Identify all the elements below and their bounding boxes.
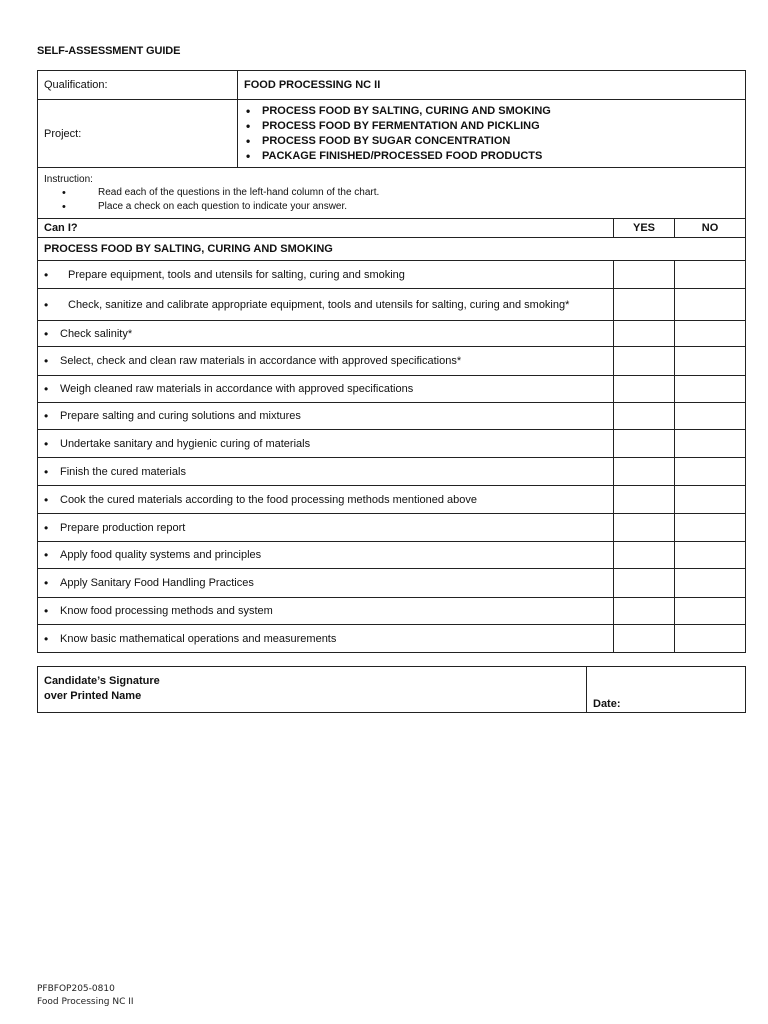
yes-check-cell[interactable] bbox=[614, 514, 675, 542]
date-label: Date: bbox=[593, 698, 621, 710]
yes-check-cell[interactable] bbox=[614, 403, 675, 430]
no-check-cell[interactable] bbox=[675, 598, 746, 625]
section-row bbox=[38, 238, 746, 261]
question-text: • Apply food quality systems and principles bbox=[44, 548, 607, 562]
self-assessment-table bbox=[37, 70, 746, 653]
question-row bbox=[38, 625, 746, 653]
yes-check-cell[interactable] bbox=[614, 486, 675, 514]
qualification-label: Qualification: bbox=[38, 71, 238, 100]
no-check-cell[interactable] bbox=[675, 458, 746, 486]
yes-check-cell[interactable] bbox=[614, 458, 675, 486]
signature-label-line2: over Printed Name bbox=[44, 690, 142, 702]
yes-check-cell[interactable] bbox=[614, 542, 675, 569]
question-text: • Prepare production report bbox=[44, 521, 607, 535]
no-check-cell[interactable] bbox=[675, 403, 746, 430]
question-text: • Undertake sanitary and hygienic curing of materials bbox=[44, 437, 607, 451]
no-check-cell[interactable] bbox=[675, 569, 746, 598]
question-row bbox=[38, 486, 746, 514]
question-row bbox=[38, 403, 746, 430]
yes-check-cell[interactable] bbox=[614, 261, 675, 289]
no-check-cell[interactable] bbox=[675, 376, 746, 403]
question-row bbox=[38, 321, 746, 347]
date-cell[interactable] bbox=[587, 667, 746, 713]
yes-check-cell[interactable] bbox=[614, 625, 675, 653]
question-row bbox=[38, 289, 746, 321]
question-row bbox=[38, 514, 746, 542]
question-text: • Prepare equipment, tools and utensils for salting, curing and smoking bbox=[44, 268, 607, 282]
no-check-cell[interactable] bbox=[675, 289, 746, 321]
no-check-cell[interactable] bbox=[675, 347, 746, 376]
no-check-cell[interactable] bbox=[675, 542, 746, 569]
question-text: • Check, sanitize and calibrate appropriate equipment, tools and utensils for salting, curing and smoking* bbox=[44, 298, 607, 312]
no-check-cell[interactable] bbox=[675, 261, 746, 289]
project-item: • PACKAGE FINISHED/PROCESSED FOOD PRODUCTS bbox=[244, 149, 739, 164]
yes-check-cell[interactable] bbox=[614, 321, 675, 347]
instruction-item: • Read each of the questions in the left-hand column of the chart. bbox=[44, 186, 739, 200]
no-check-cell[interactable] bbox=[675, 625, 746, 653]
signature-cell[interactable] bbox=[38, 667, 587, 713]
footer-code: PFBFOP205-0810 bbox=[37, 984, 115, 994]
question-row bbox=[38, 598, 746, 625]
yes-check-cell[interactable] bbox=[614, 430, 675, 458]
question-row bbox=[38, 376, 746, 403]
instruction-cell bbox=[38, 168, 746, 219]
yes-check-cell[interactable] bbox=[614, 569, 675, 598]
project-row bbox=[38, 100, 746, 168]
question-text: • Know food processing methods and system bbox=[44, 604, 607, 618]
yes-check-cell[interactable] bbox=[614, 376, 675, 403]
project-items-cell bbox=[238, 100, 746, 168]
signature-table bbox=[37, 666, 746, 713]
question-row bbox=[38, 430, 746, 458]
no-check-cell[interactable] bbox=[675, 430, 746, 458]
instruction-list bbox=[44, 186, 739, 214]
question-row bbox=[38, 347, 746, 376]
question-text: • Select, check and clean raw materials in accordance with approved specifications* bbox=[44, 354, 607, 368]
yes-check-cell[interactable] bbox=[614, 598, 675, 625]
can-i-header: Can I? bbox=[38, 219, 614, 238]
document-title: SELF-ASSESSMENT GUIDE bbox=[37, 45, 181, 57]
question-text: • Apply Sanitary Food Handling Practices bbox=[44, 576, 607, 590]
question-row bbox=[38, 542, 746, 569]
yes-header: YES bbox=[614, 219, 675, 238]
no-header: NO bbox=[675, 219, 746, 238]
no-check-cell[interactable] bbox=[675, 486, 746, 514]
yes-check-cell[interactable] bbox=[614, 347, 675, 376]
question-text: • Finish the cured materials bbox=[44, 465, 607, 479]
signature-label-line1: Candidate’s Signature bbox=[44, 675, 160, 687]
project-item: • PROCESS FOOD BY FERMENTATION AND PICKLING bbox=[244, 119, 739, 134]
section-title: PROCESS FOOD BY SALTING, CURING AND SMOKING bbox=[38, 238, 746, 261]
project-item: • PROCESS FOOD BY SUGAR CONCENTRATION bbox=[244, 134, 739, 149]
footer-course: Food Processing NC II bbox=[37, 997, 134, 1007]
question-row bbox=[38, 569, 746, 598]
yes-check-cell[interactable] bbox=[614, 289, 675, 321]
question-text: • Check salinity* bbox=[44, 327, 607, 341]
no-check-cell[interactable] bbox=[675, 514, 746, 542]
footer bbox=[37, 983, 134, 1009]
question-text: • Weigh cleaned raw materials in accordance with approved specifications bbox=[44, 382, 607, 396]
instruction-label: Instruction: bbox=[44, 173, 93, 185]
instruction-row bbox=[38, 168, 746, 219]
question-row bbox=[38, 261, 746, 289]
instruction-item: • Place a check on each question to indicate your answer. bbox=[44, 200, 739, 214]
qualification-value: FOOD PROCESSING NC II bbox=[238, 71, 746, 100]
qualification-row bbox=[38, 71, 746, 100]
project-list bbox=[244, 104, 739, 164]
question-text: • Know basic mathematical operations and measurements bbox=[44, 632, 607, 646]
question-text: • Cook the cured materials according to the food processing methods mentioned above bbox=[44, 493, 607, 507]
project-item: • PROCESS FOOD BY SALTING, CURING AND SMOKING bbox=[244, 104, 739, 119]
question-row bbox=[38, 458, 746, 486]
header-row bbox=[38, 219, 746, 238]
question-text: • Prepare salting and curing solutions and mixtures bbox=[44, 409, 607, 423]
project-label: Project: bbox=[38, 100, 238, 168]
no-check-cell[interactable] bbox=[675, 321, 746, 347]
